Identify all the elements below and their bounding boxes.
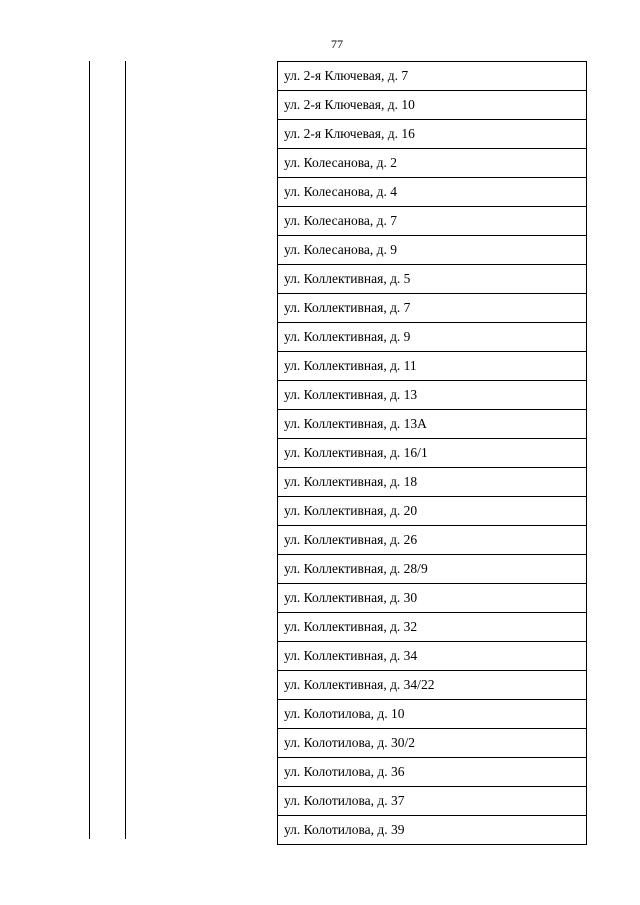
address-cell: ул. Колотилова, д. 30/2 bbox=[278, 729, 587, 758]
table-row bbox=[278, 178, 587, 207]
address-cell: ул. Коллективная, д. 13А bbox=[278, 410, 587, 439]
page-number: 77 bbox=[331, 37, 343, 51]
address-cell: ул. Коллективная, д. 34 bbox=[278, 642, 587, 671]
address-cell: ул. Колотилова, д. 10 bbox=[278, 700, 587, 729]
table-row bbox=[278, 236, 587, 265]
address-cell: ул. 2-я Ключевая, д. 16 bbox=[278, 120, 587, 149]
table-row bbox=[278, 468, 587, 497]
address-cell: ул. Коллективная, д. 5 bbox=[278, 265, 587, 294]
address-cell: ул. 2-я Ключевая, д. 7 bbox=[278, 62, 587, 91]
address-table-body bbox=[278, 62, 587, 845]
table-row bbox=[278, 265, 587, 294]
address-cell: ул. 2-я Ключевая, д. 10 bbox=[278, 91, 587, 120]
table-row bbox=[278, 758, 587, 787]
table-row bbox=[278, 410, 587, 439]
address-cell: ул. Колесанова, д. 7 bbox=[278, 207, 587, 236]
address-cell: ул. Коллективная, д. 9 bbox=[278, 323, 587, 352]
table-row bbox=[278, 120, 587, 149]
address-cell: ул. Колотилова, д. 36 bbox=[278, 758, 587, 787]
table-column-border-left bbox=[89, 61, 90, 839]
address-cell: ул. Коллективная, д. 20 bbox=[278, 497, 587, 526]
address-cell: ул. Коллективная, д. 16/1 bbox=[278, 439, 587, 468]
table-row bbox=[278, 729, 587, 758]
table-row bbox=[278, 149, 587, 178]
table-row bbox=[278, 526, 587, 555]
table-row bbox=[278, 642, 587, 671]
address-cell: ул. Колесанова, д. 4 bbox=[278, 178, 587, 207]
table-row bbox=[278, 352, 587, 381]
table-row bbox=[278, 497, 587, 526]
address-cell: ул. Коллективная, д. 32 bbox=[278, 613, 587, 642]
address-cell: ул. Колесанова, д. 2 bbox=[278, 149, 587, 178]
address-cell: ул. Коллективная, д. 30 bbox=[278, 584, 587, 613]
table-column-border-middle bbox=[125, 61, 126, 839]
table-row bbox=[278, 439, 587, 468]
address-cell: ул. Коллективная, д. 7 bbox=[278, 294, 587, 323]
table-row bbox=[278, 671, 587, 700]
address-cell: ул. Колесанова, д. 9 bbox=[278, 236, 587, 265]
table-row bbox=[278, 207, 587, 236]
address-cell: ул. Коллективная, д. 26 bbox=[278, 526, 587, 555]
address-cell: ул. Коллективная, д. 34/22 bbox=[278, 671, 587, 700]
table-row bbox=[278, 381, 587, 410]
table-row bbox=[278, 613, 587, 642]
address-cell: ул. Коллективная, д. 28/9 bbox=[278, 555, 587, 584]
table-row bbox=[278, 555, 587, 584]
table-row bbox=[278, 323, 587, 352]
address-cell: ул. Коллективная, д. 11 bbox=[278, 352, 587, 381]
table-row bbox=[278, 700, 587, 729]
table-row bbox=[278, 584, 587, 613]
address-cell: ул. Коллективная, д. 13 bbox=[278, 381, 587, 410]
table-row bbox=[278, 294, 587, 323]
table-row bbox=[278, 787, 587, 816]
address-table bbox=[277, 61, 587, 845]
address-cell: ул. Колотилова, д. 39 bbox=[278, 816, 587, 845]
address-cell: ул. Колотилова, д. 37 bbox=[278, 787, 587, 816]
table-row bbox=[278, 62, 587, 91]
address-cell: ул. Коллективная, д. 18 bbox=[278, 468, 587, 497]
table-row bbox=[278, 816, 587, 845]
table-row bbox=[278, 91, 587, 120]
